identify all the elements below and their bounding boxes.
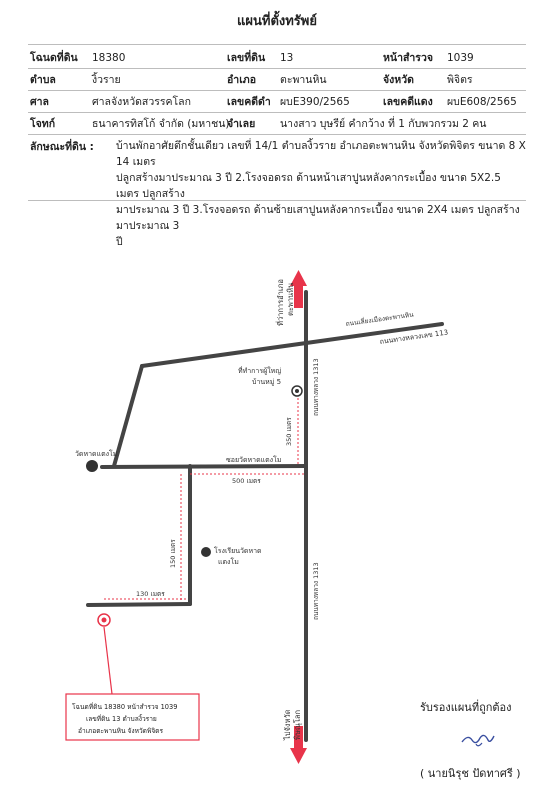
school-label: โรงเรียนวัดหาด: [214, 547, 262, 555]
road-bypass-west: [114, 366, 142, 466]
court-value: ศาลจังหวัดสวรรคโลก: [92, 96, 191, 108]
subdistrict-value: งิ้วราย: [92, 74, 121, 86]
dist-350-label: 350 เมตร: [285, 417, 293, 446]
to-top-label: ที่ว่าการอำเภอ: [276, 279, 285, 326]
temple-label: วัดหาดแตงโม: [75, 450, 118, 458]
description-line: ปี: [116, 236, 123, 248]
black-case-label: เลขคดีดำ: [227, 96, 271, 108]
school-sub-label: แตงโม: [218, 558, 239, 566]
subdistrict-label: ตำบล: [30, 74, 56, 86]
village-head-label: ที่ทำการผู้ใหญ่: [238, 367, 282, 375]
road-middle-label: ซอยวัดหาดแตงโม: [226, 456, 282, 464]
black-case-value: ผบE390/2565: [280, 96, 350, 108]
land-no-value: 13: [280, 52, 294, 64]
to-bottom-label: ไปจังหวัด: [283, 709, 292, 740]
red-case-label: เลขคดีแดง: [383, 96, 433, 108]
school-marker-icon: [201, 547, 211, 557]
description-line: บ้านพักอาศัยตึกชั้นเดียว เลขที่ 14/1 ตำบลงิ้วราย อำเภอตะพานหิน จังหวัดพิจิตร ขนาด 8 X 14 เมตร: [116, 140, 526, 168]
district-label: อำเภอ: [227, 74, 257, 86]
deed-label: โฉนดที่ดิน: [30, 52, 78, 64]
dist-150-label: 150 เมตร: [169, 539, 177, 568]
description-line: ปลูกสร้างมาประมาณ 3 ปี 2.โรงจอดรถ ด้านหน้าเสาปูนหลังคากระเบื้อง ขนาด 5X2.5 เมตร ปลูกสร้าง: [116, 172, 501, 200]
roads: [88, 292, 442, 740]
province-value: พิจิตร: [447, 74, 473, 86]
signer-name: ( นายนิรุช ปัดทาศรี ): [420, 767, 521, 780]
to-bottom-sub-label: พิษณุโลก: [293, 709, 302, 740]
survey-label: หน้าสำรวจ: [383, 52, 433, 64]
village-head-sub-label: บ้านหมู่ 5: [252, 378, 282, 386]
highway-113-label: ถนนทางหลวงเลข 113: [379, 328, 449, 346]
parcel-line-1: โฉนดที่ดิน 18380 หน้าสำรวจ 1039: [72, 703, 178, 711]
to-top-sub-label: ตะพานหิน: [286, 282, 295, 316]
description-line: มาประมาณ 3 ปี 3.โรงจอดรถ ด้านซ้ายเสาปูนหลังคากระเบื้อง ขนาด 2X4 เมตร ปลูกสร้างมาประมาณ 3: [116, 204, 520, 232]
road-middle: [102, 466, 306, 467]
dist-130-label: 130 เมตร: [136, 590, 165, 598]
plaintiff-value: ธนาคารทิสโก้ จำกัด (มหาชน): [92, 118, 230, 130]
land-no-label: เลขที่ดิน: [227, 52, 266, 64]
survey-value: 1039: [447, 52, 474, 64]
road-1313-upper-label: ถนนทางหลวง 1313: [312, 358, 320, 416]
document-title: แผนที่ตั้งทรัพย์: [237, 14, 317, 29]
signature-mark: [458, 728, 498, 750]
description-label: ลักษณะที่ดิน :: [30, 141, 94, 153]
red-case-value: ผบE608/2565: [447, 96, 517, 108]
road-1313-lower-label: ถนนทางหลวง 1313: [312, 562, 320, 620]
plaintiff-label: โจทก์: [30, 118, 56, 130]
court-label: ศาล: [30, 96, 49, 108]
defendant-value: นางสาว บุษรีย์ คำกว้าง ที่ 1 กับพวกรวม 2 คน: [280, 118, 487, 130]
certify-text: รับรองแผนที่ถูกต้อง: [420, 701, 512, 714]
temple-marker-icon: [86, 460, 98, 472]
parcel-line-2: เลขที่ดิน 13 ตำบลงิ้วราย: [86, 715, 157, 723]
parcel-line-3: อำเภอตะพานหิน จังหวัดพิจิตร: [78, 727, 164, 735]
road-highway-113: [142, 324, 442, 366]
district-value: ตะพานหิน: [280, 74, 327, 86]
road-lower-branch: [88, 604, 190, 605]
road-top-label: ถนนเลี่ยงเมืองตะพานหิน: [345, 310, 415, 328]
province-label: จังหวัด: [383, 74, 414, 86]
dist-500-label: 500 เมตร: [232, 477, 261, 485]
defendant-label: จำเลย: [227, 118, 256, 130]
deed-value: 18380: [92, 52, 126, 64]
parcel-pointer: [104, 627, 112, 694]
